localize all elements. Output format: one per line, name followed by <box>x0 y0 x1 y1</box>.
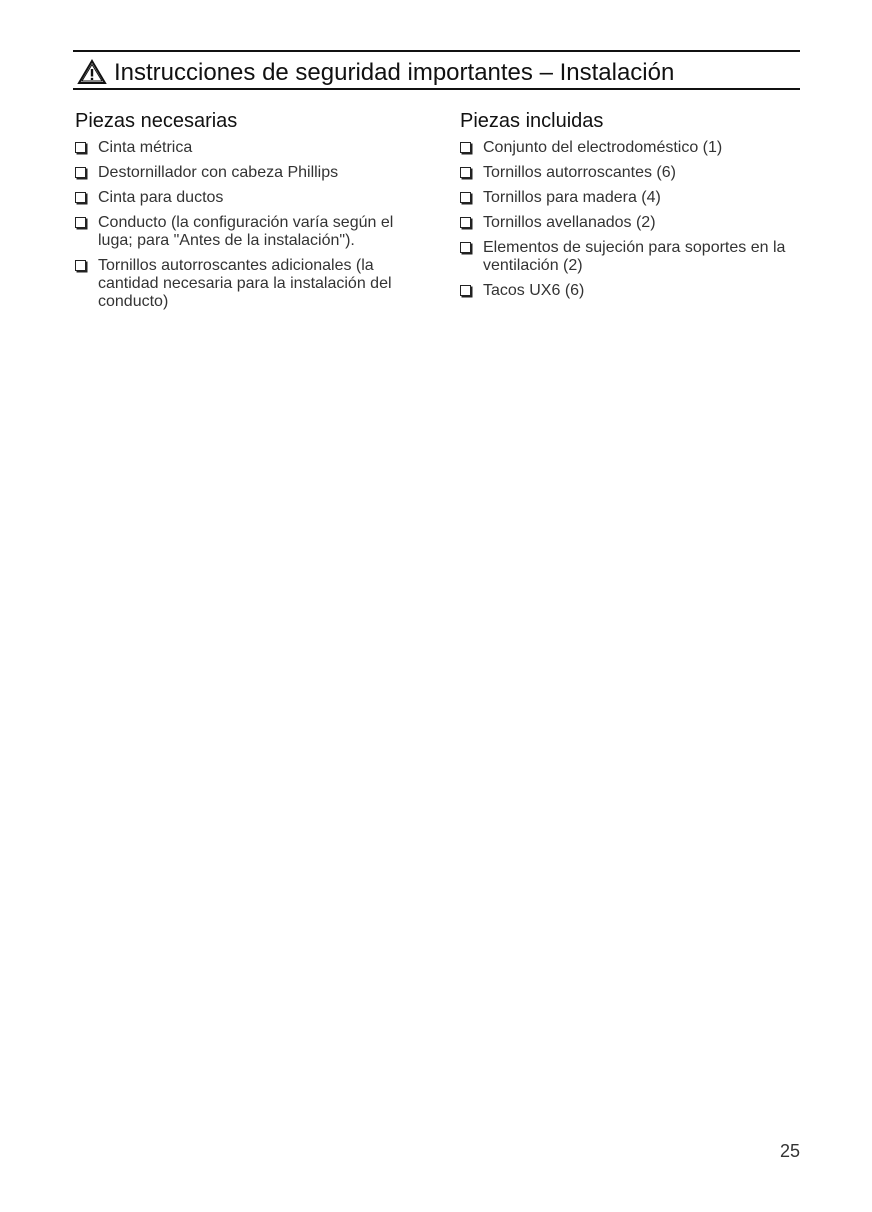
list-item-text: Tornillos autorroscantes adicionales (la cantidad necesaria para la instalación del conducto) <box>98 257 392 310</box>
list-item-text: Destornillador con cabeza Phillips <box>98 164 339 181</box>
list-item <box>460 239 805 275</box>
checkbox-icon <box>75 217 86 228</box>
list-item <box>460 164 805 182</box>
checkbox-icon <box>460 217 471 228</box>
included-parts-list <box>460 139 805 300</box>
list-item-text: Tornillos autorroscantes (6) <box>483 164 676 181</box>
list-item-text: Cinta métrica <box>98 139 193 156</box>
checkbox-icon <box>460 242 471 253</box>
list-item <box>460 139 805 157</box>
included-parts-heading: Piezas incluidas <box>460 110 604 132</box>
checkbox-icon <box>75 142 86 153</box>
checkbox-icon <box>460 192 471 203</box>
included-parts-section <box>460 108 805 307</box>
checkbox-icon <box>75 192 86 203</box>
checkbox-icon <box>75 167 86 178</box>
checkbox-icon <box>460 142 471 153</box>
list-item-text: Conjunto del electrodoméstico (1) <box>483 139 723 156</box>
warning-triangle-icon <box>77 59 107 85</box>
list-item <box>75 139 415 157</box>
required-parts-section <box>75 108 415 318</box>
list-item-text: Tacos UX6 (6) <box>483 282 585 299</box>
list-item-text: Tornillos avellanados (2) <box>483 214 656 231</box>
page-title: Instrucciones de seguridad importantes – Instalación <box>114 59 675 86</box>
list-item <box>460 189 805 207</box>
page-header <box>73 50 800 90</box>
required-parts-list <box>75 139 415 311</box>
list-item-text: Tornillos para madera (4) <box>483 189 661 206</box>
checkbox-icon <box>460 285 471 296</box>
list-item <box>75 257 415 311</box>
page-number: 25 <box>779 1141 800 1161</box>
checkbox-icon <box>75 260 86 271</box>
list-item <box>75 214 415 250</box>
checkbox-icon <box>460 167 471 178</box>
list-item <box>75 189 415 207</box>
required-parts-heading: Piezas necesarias <box>75 110 238 132</box>
list-item <box>75 164 415 182</box>
list-item-text: Cinta para ductos <box>98 189 224 206</box>
list-item-text: Conducto (la configuración varía según el luga; para "Antes de la instalación"). <box>98 214 394 249</box>
list-item <box>460 214 805 232</box>
list-item-text: Elementos de sujeción para soportes en la ventilación (2) <box>483 239 786 274</box>
list-item <box>460 282 805 300</box>
